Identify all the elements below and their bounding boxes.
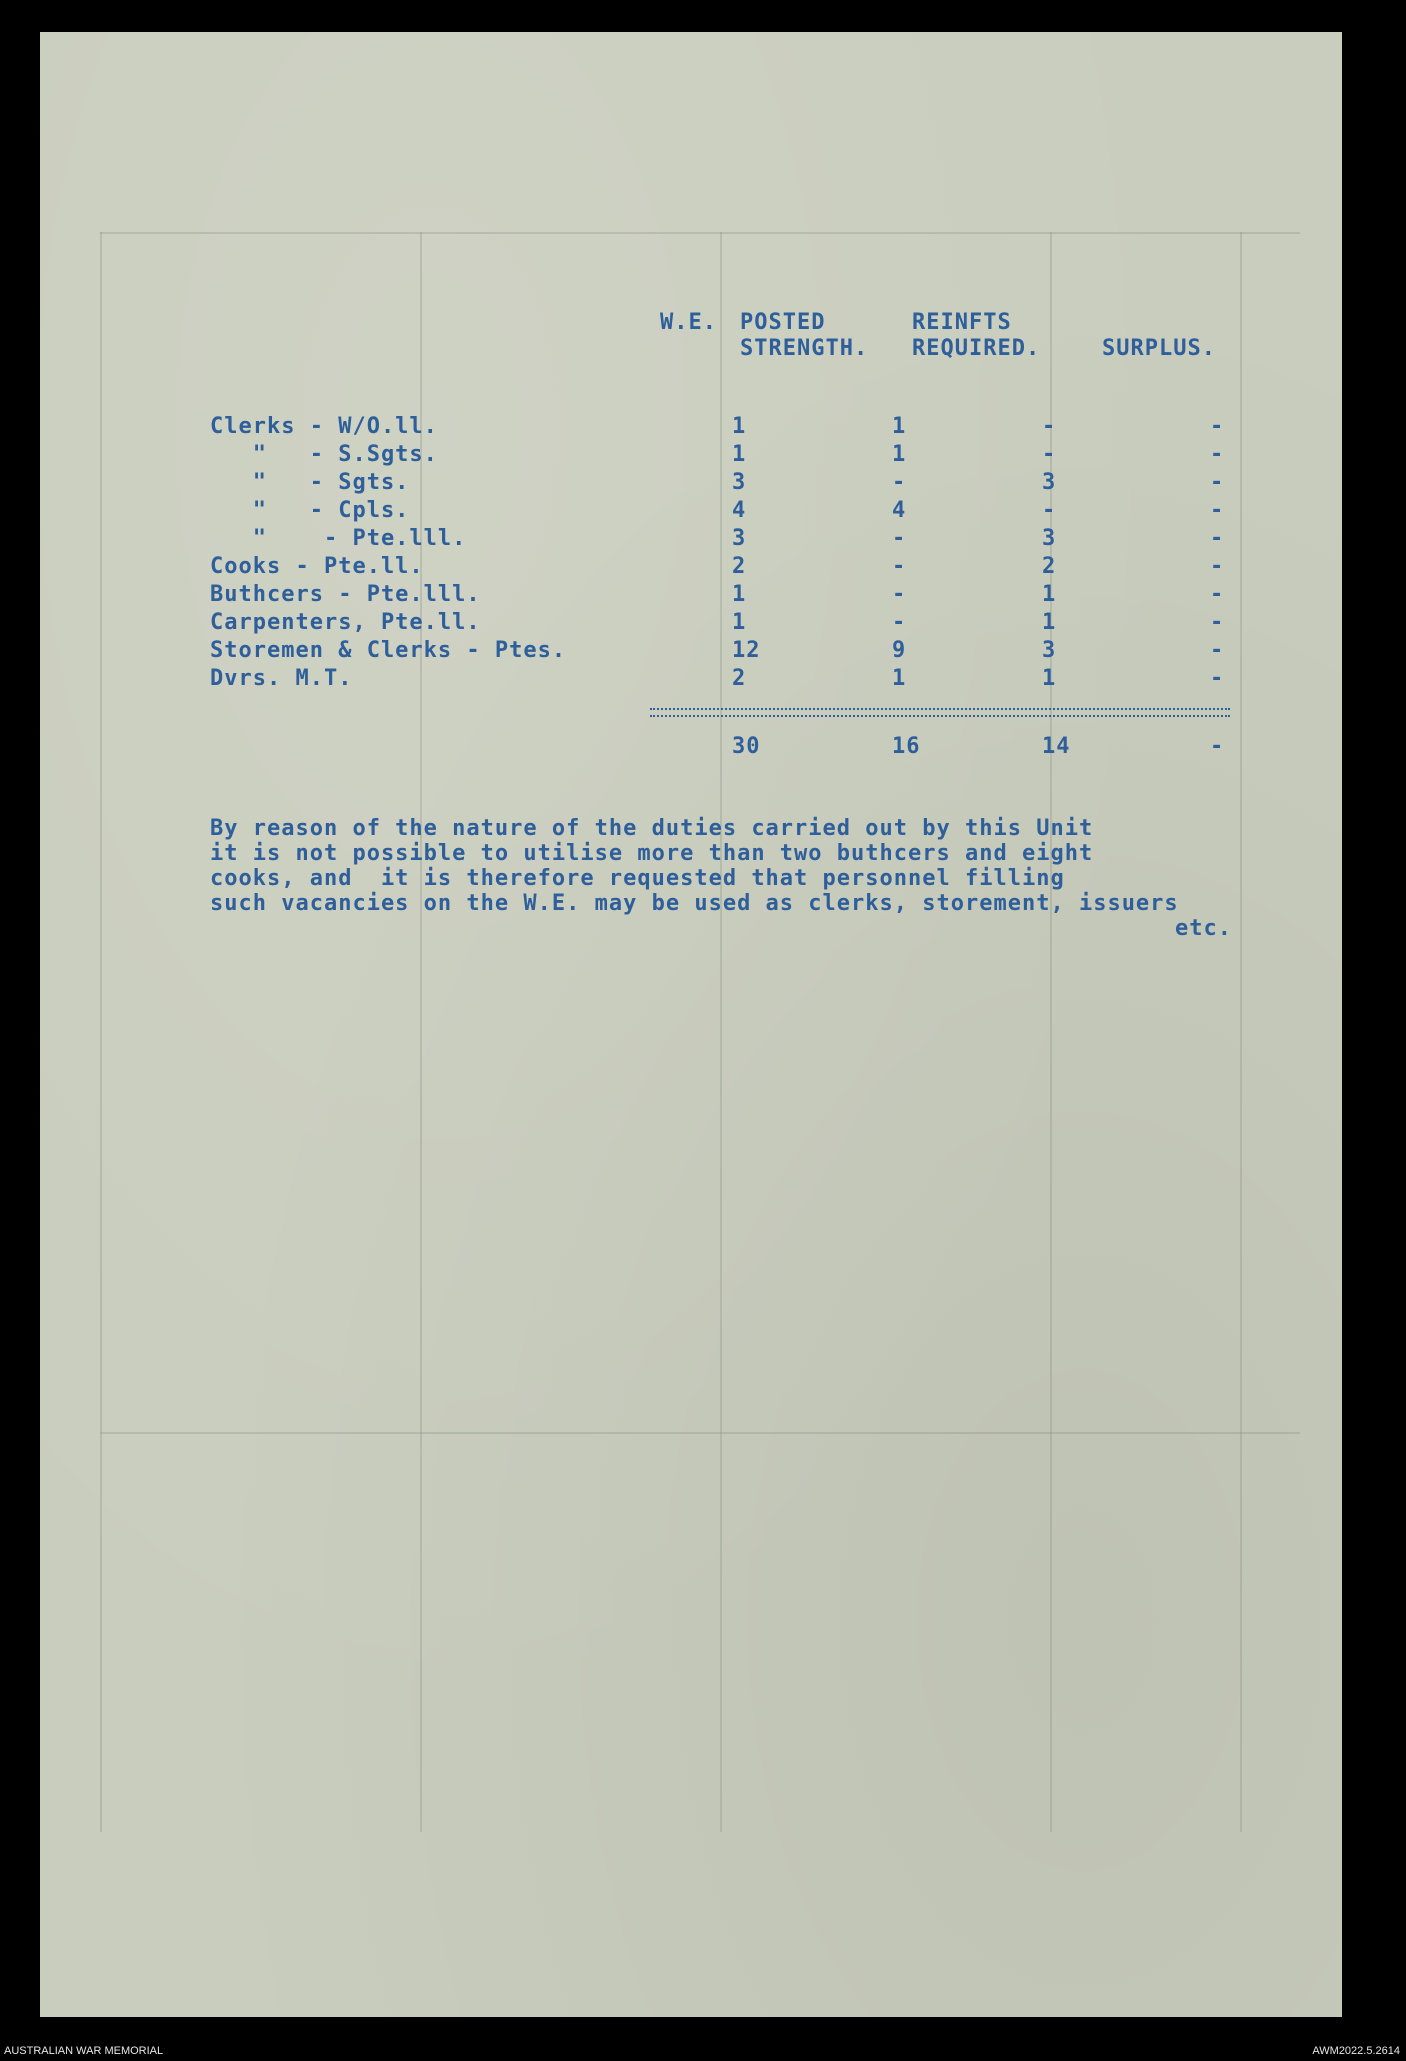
remarks-line: By reason of the nature of the duties carried out by this Unit — [210, 816, 1094, 841]
table-row — [210, 610, 1270, 636]
row-required: - — [1042, 414, 1057, 439]
row-we: 1 — [732, 414, 747, 439]
remarks-line: cooks, and it is therefore requested that personnel filling — [210, 866, 1065, 891]
row-surplus: - — [1210, 638, 1225, 663]
row-label: " - Sgts. — [210, 470, 410, 495]
table-row — [210, 638, 1270, 664]
row-required: 1 — [1042, 666, 1057, 691]
row-label: Cooks - Pte.ll. — [210, 554, 424, 579]
row-surplus: - — [1210, 414, 1225, 439]
row-surplus: - — [1210, 610, 1225, 635]
row-label: Dvrs. M.T. — [210, 666, 353, 691]
row-we: 4 — [732, 498, 747, 523]
row-required: - — [1042, 498, 1057, 523]
table-row — [210, 442, 1270, 468]
remarks-paragraph — [210, 816, 1310, 941]
row-posted: 1 — [892, 414, 907, 439]
row-label: " - S.Sgts. — [210, 442, 438, 467]
remarks-line: it is not possible to utilise more than two buthcers and eight — [210, 841, 1094, 866]
table-row — [210, 554, 1270, 580]
archive-reference: AWM2022.5.2614 — [1312, 2045, 1400, 2057]
row-label: Buthcers - Pte.lll. — [210, 582, 481, 607]
row-required: 3 — [1042, 638, 1057, 663]
row-required: - — [1042, 442, 1057, 467]
row-posted: - — [892, 470, 907, 495]
row-label: " - Pte.lll. — [210, 526, 467, 551]
row-we: 3 — [732, 526, 747, 551]
row-label: " - Cpls. — [210, 498, 410, 523]
table-row — [210, 582, 1270, 608]
table-row — [210, 498, 1270, 524]
row-required: 2 — [1042, 554, 1057, 579]
row-required: 1 — [1042, 610, 1057, 635]
row-surplus: - — [1210, 442, 1225, 467]
row-posted: - — [892, 554, 907, 579]
row-posted: - — [892, 610, 907, 635]
total-posted: 16 — [892, 734, 921, 759]
remarks-line: such vacancies on the W.E. may be used as clerks, storement, issuers — [210, 891, 1179, 916]
row-posted: - — [892, 526, 907, 551]
row-surplus: - — [1210, 554, 1225, 579]
header-we: W.E. — [660, 310, 717, 335]
totals-row — [210, 734, 1270, 764]
row-posted: 1 — [892, 666, 907, 691]
form-rule — [100, 232, 102, 1832]
row-we: 3 — [732, 470, 747, 495]
table-row — [210, 526, 1270, 552]
row-surplus: - — [1210, 498, 1225, 523]
row-surplus: - — [1210, 666, 1225, 691]
row-required: 3 — [1042, 526, 1057, 551]
row-we: 1 — [732, 610, 747, 635]
row-label: Storemen & Clerks - Ptes. — [210, 638, 567, 663]
table-row — [210, 470, 1270, 496]
row-we: 2 — [732, 554, 747, 579]
row-we: 1 — [732, 582, 747, 607]
row-surplus: - — [1210, 470, 1225, 495]
row-label: Carpenters, Pte.ll. — [210, 610, 481, 635]
total-surplus: - — [1210, 734, 1225, 759]
row-we: 2 — [732, 666, 747, 691]
row-surplus: - — [1210, 526, 1225, 551]
row-posted: 4 — [892, 498, 907, 523]
row-required: 3 — [1042, 470, 1057, 495]
totals-rule — [650, 708, 1230, 717]
row-surplus: - — [1210, 582, 1225, 607]
table-header — [660, 310, 1300, 380]
table-row — [210, 414, 1270, 440]
archive-credit: AUSTRALIAN WAR MEMORIAL — [4, 2045, 164, 2057]
header-posted: POSTED STRENGTH. — [740, 310, 869, 361]
remarks-line: etc. — [1175, 916, 1232, 941]
row-required: 1 — [1042, 582, 1057, 607]
form-rule — [100, 1432, 1300, 1434]
row-posted: 9 — [892, 638, 907, 663]
header-required: REINFTS REQUIRED. — [912, 310, 1041, 361]
form-rule — [100, 232, 1300, 234]
document-page — [40, 32, 1342, 2017]
row-we: 12 — [732, 638, 761, 663]
total-we: 30 — [732, 734, 761, 759]
row-label: Clerks - W/O.ll. — [210, 414, 438, 439]
total-required: 14 — [1042, 734, 1071, 759]
header-surplus: SURPLUS. — [1102, 336, 1216, 361]
row-posted: 1 — [892, 442, 907, 467]
table-row — [210, 666, 1270, 692]
row-we: 1 — [732, 442, 747, 467]
row-posted: - — [892, 582, 907, 607]
